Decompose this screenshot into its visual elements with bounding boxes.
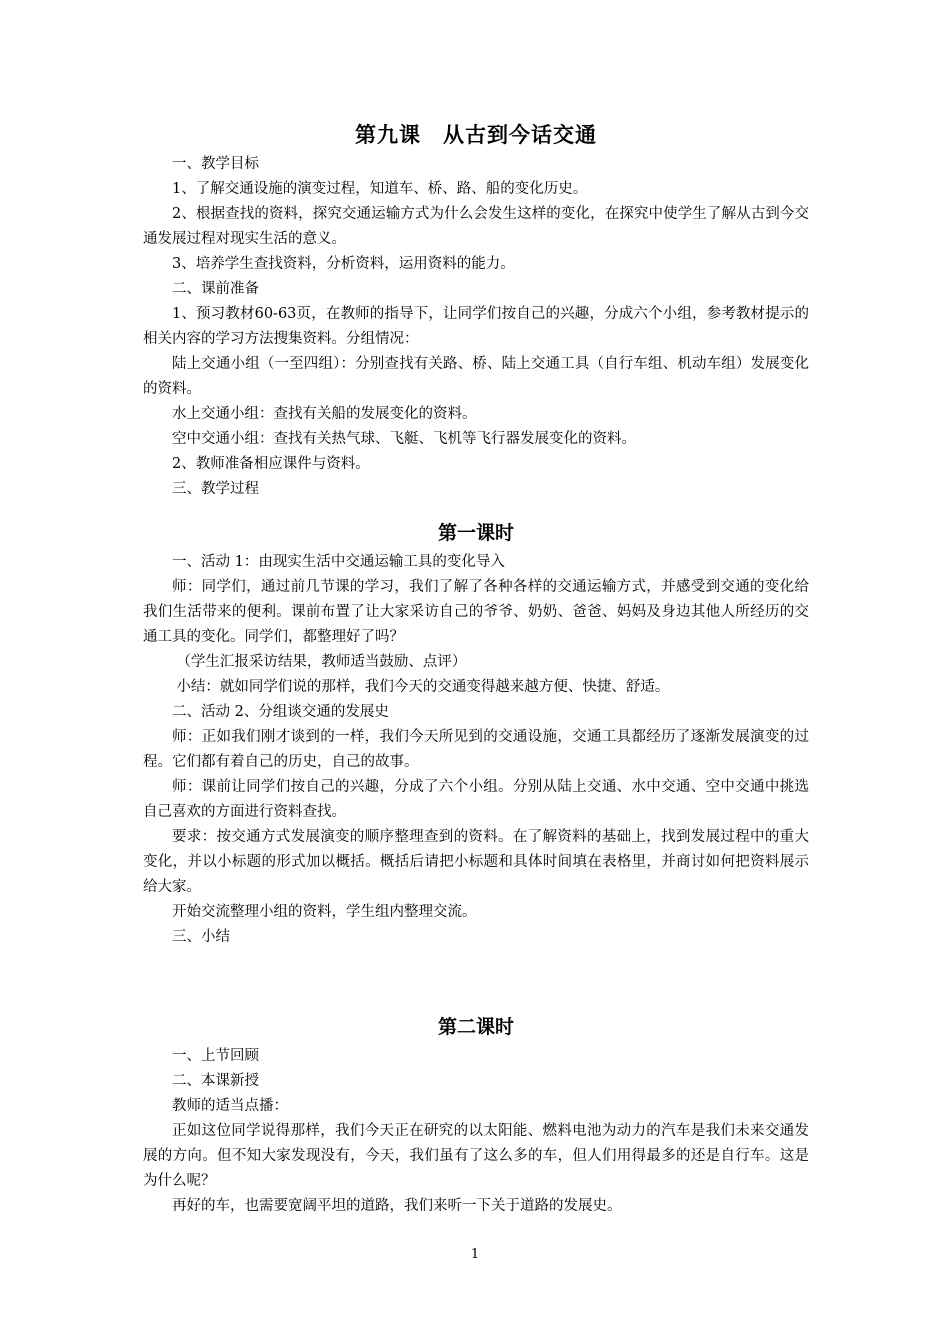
lesson2-title: 第二课时 — [437, 1016, 514, 1038]
paragraph: 陆上交通小组（一至四组）：分别查找有关路、桥、陆上交通工具（自行车组、机动车组）发展变化的资料。 — [143, 356, 809, 397]
paragraph: 2、根据查找的资料，探究交通运输方式为什么会发生这样的变化，在探究中使学生了解从古到今交通发展过程对现实生活的意义。 — [143, 206, 809, 247]
paragraph: 水上交通小组：查找有关船的发展变化的资料。 — [172, 406, 477, 422]
lesson1-title: 第一课时 — [437, 522, 514, 544]
lesson-title: 第九课 从古到今话交通 — [355, 123, 597, 147]
paragraph: 开始交流整理小组的资料，学生组内整理交流。 — [172, 904, 477, 920]
paragraph: 师：同学们，通过前几节课的学习，我们了解了各种各样的交通运输方式，并感受到交通的变化给我们生活带来的便利。课前布置了让大家采访自己的爷爷、奶奶、爸爸、妈妈及身边其他人所经历的交通工具的变化。同学们，都整理好了吗？ — [143, 579, 809, 645]
paragraph: 二、活动 2、分组谈交通的发展史 — [172, 704, 389, 720]
paragraph: 一、教学目标 — [172, 156, 259, 172]
paragraph: 二、本课新授 — [172, 1073, 259, 1089]
paragraph: 三、教学过程 — [172, 481, 259, 497]
paragraph: 二、课前准备 — [172, 281, 259, 297]
paragraph: 师：正如我们刚才谈到的一样，我们今天所见到的交通设施，交通工具都经历了逐渐发展演变的过程。它们都有着自己的历史，自己的故事。 — [143, 729, 809, 770]
paragraph: 再好的车，也需要宽阔平坦的道路，我们来听一下关于道路的发展史。 — [172, 1198, 622, 1214]
intro-section — [143, 152, 809, 502]
paragraph: 小结：就如同学们说的那样，我们今天的交通变得越来越方便、快捷、舒适。 — [176, 679, 670, 695]
paragraph: 三、小结 — [172, 929, 230, 945]
paragraph: 一、上节回顾 — [172, 1048, 259, 1064]
paragraph: 教师的适当点播： — [172, 1098, 288, 1114]
lesson1-section — [143, 550, 809, 950]
paragraph: 一、活动 1：由现实生活中交通运输工具的变化导入 — [172, 554, 505, 570]
paragraph: 2、教师准备相应课件与资料。 — [172, 456, 370, 472]
paragraph: 1、预习教材60-63页，在教师的指导下，让同学们按自己的兴趣，分成六个小组，参考教材提示的相关内容的学习方法搜集资料。分组情况： — [143, 306, 809, 347]
paragraph: 3、培养学生查找资料，分析资料，运用资料的能力。 — [172, 256, 515, 272]
paragraph: 正如这位同学说得那样，我们今天正在研究的以太阳能、燃料电池为动力的汽车是我们未来交通发展的方向。但不知大家发现没有，今天，我们虽有了这么多的车，但人们用得最多的还是自行车。这是为什么呢？ — [143, 1123, 809, 1189]
paragraph: 要求：按交通方式发展演变的顺序整理查到的资料。在了解资料的基础上，找到发展过程中的重大变化，并以小标题的形式加以概括。概括后请把小标题和具体时间填在表格里，并商讨如何把资料展示给大家。 — [143, 829, 809, 895]
document-body — [143, 118, 809, 1219]
paragraph: 师：课前让同学们按自己的兴趣，分成了六个小组。分别从陆上交通、水中交通、空中交通中挑选自己喜欢的方面进行资料查找。 — [143, 779, 809, 820]
paragraph: 空中交通小组：查找有关热气球、飞艇、飞机等飞行器发展变化的资料。 — [172, 431, 636, 447]
paragraph: 1、了解交通设施的演变过程，知道车、桥、路、船的变化历史。 — [172, 181, 588, 197]
page-number: 1 — [470, 1247, 480, 1262]
paragraph: （学生汇报采访结果，教师适当鼓励、点评） — [176, 654, 467, 670]
lesson2-section — [143, 1044, 809, 1219]
